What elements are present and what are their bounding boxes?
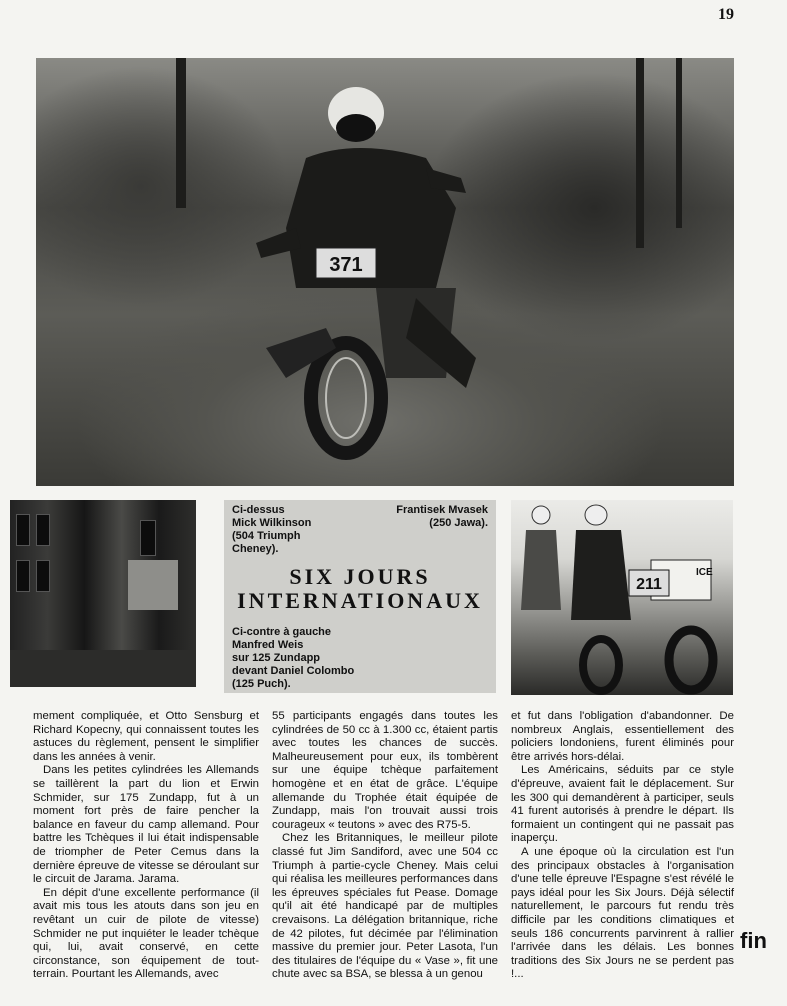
caption-line: Manfred Weis — [232, 639, 304, 651]
building-window — [140, 520, 156, 556]
rider-group-figure — [511, 500, 733, 695]
paragraph: mement compliquée, et Otto Sensburg et Richard Kopecny, qui connaissent toutes les astuces du règlement, pensent le simplifier dans les années à venir. — [33, 710, 259, 763]
paragraph: A une époque où la circulation est l'un des principaux obstacles à l'organisation d'une telle épreuve l'Espagne s'est révélé le pays idéal pour les Six Jours. Déjà sélectif naturellement, le parcours fut rendu très difficile par les conditions climatiques et seuls 186 concurrents parvinrent à rallier l'arrivée dans les délais. Les bonnes traditions des Six Jours ne se perdent pas !... — [511, 845, 734, 981]
text-column-3 — [511, 710, 734, 982]
paragraph: En dépit d'une excellente performance (il avait mis tous les atouts dans son jeu en revêtant un cuir de pilote de vitesse) Schmider ne put inquiéter le leader tchèque qui, lui, avait conservé, en cette circonstance, son équipement de tout-terrain. Pourtant les Allemands, avec — [33, 886, 259, 981]
caption-line: (125 Puch). — [232, 678, 291, 690]
end-mark: fin — [740, 928, 767, 953]
motorcycle-rider-figure — [36, 58, 734, 486]
caption-line: Frantisek Mvasek — [396, 504, 488, 516]
paragraph: et fut dans l'obligation d'abandonner. De nombreux Anglais, essentiellement des policiers londoniens, furent éliminés pour être arrivés hors-délai. — [511, 710, 734, 763]
paragraph: Les Américains, séduits par ce style d'épreuve, avaient fait le déplacement. Sur les 300 qui demandèrent à participer, seuls 41 furent autorisés à prendre le départ. Ils formaient un contingent qui ne passait pas inaperçu. — [511, 764, 734, 845]
caption-bottom — [232, 626, 354, 691]
caption-line: Cheney). — [232, 543, 279, 555]
caption-line: devant Daniel Colombo — [232, 665, 355, 677]
race-number-plate: 371 — [329, 254, 363, 276]
headline-line-1: SIX JOURS — [289, 564, 431, 589]
caption-line: Mick Wilkinson — [232, 517, 312, 529]
sign-text: ICE — [696, 567, 713, 578]
building-window — [16, 560, 30, 592]
headline-line-2: INTERNATIONAUX — [237, 588, 483, 613]
right-photo-rider — [511, 500, 733, 695]
text-column-2 — [272, 710, 498, 982]
building-window — [16, 514, 30, 546]
caption-box — [224, 500, 496, 693]
pavement — [10, 650, 196, 687]
left-photo-street — [10, 500, 196, 687]
paragraph: 55 participants engagés dans toutes les cylindrées de 50 cc à 1.300 cc, étaient partis avec toutes les chances de succès. Malheureusement pour eux, ils tombèrent sur une équipe tchèque parfaitement homogène et en état de grâce. L'équipe allemande du Trophée était équipée de Zundapp, mais l'on trouvait aussi trois courageux « teutons » avec des R75-5. — [272, 710, 498, 831]
paragraph: Chez les Britanniques, le meilleur pilote classé fut Jim Sandiford, avec une 504 cc Triumph à partie-cycle Cheney. Mais celui qui réalisa les meilleures performances dans les épreuves spéciales fut Pease. Domage qu'il ait été handicapé par de multiples crevaisons. La délégation britannique, riche de 42 pilotes, fut décimée par l'élimination massive du premier jour. Peter Lasota, l'un des titulaires de l'équipe du « Vase », fit une chute avec sa BSA, se blessa à un genou — [272, 832, 498, 981]
caption-line: sur 125 Zundapp — [232, 652, 321, 664]
main-photo-rider — [36, 58, 734, 486]
building-window — [36, 560, 50, 592]
paragraph: Dans les petites cylindrées les Allemands se taillèrent la part du lion et Erwin Schmider, sur 175 Zundapp, fut à un moment fort près de faire pencher la balance en faveur du camp allemand. Pour battre les Tchèques il lui était indispensable de triompher de Peter Cemus dans la dernière épreuve de vitesse se déroulant sur le circuit de Jarama. Jarama. — [33, 764, 259, 886]
caption-top-right — [396, 504, 488, 530]
caption-top-left — [232, 504, 311, 556]
caption-line: Ci-dessus — [232, 504, 285, 516]
text-column-1 — [33, 710, 259, 982]
race-number-plate: 211 — [636, 576, 662, 593]
building-window — [36, 514, 50, 546]
caption-line: (504 Triumph — [232, 530, 301, 542]
caption-line: Ci-contre à gauche — [232, 626, 332, 638]
caption-line: (250 Jawa). — [429, 517, 488, 529]
posters-on-wall — [128, 560, 178, 610]
page-number: 19 — [718, 6, 734, 23]
